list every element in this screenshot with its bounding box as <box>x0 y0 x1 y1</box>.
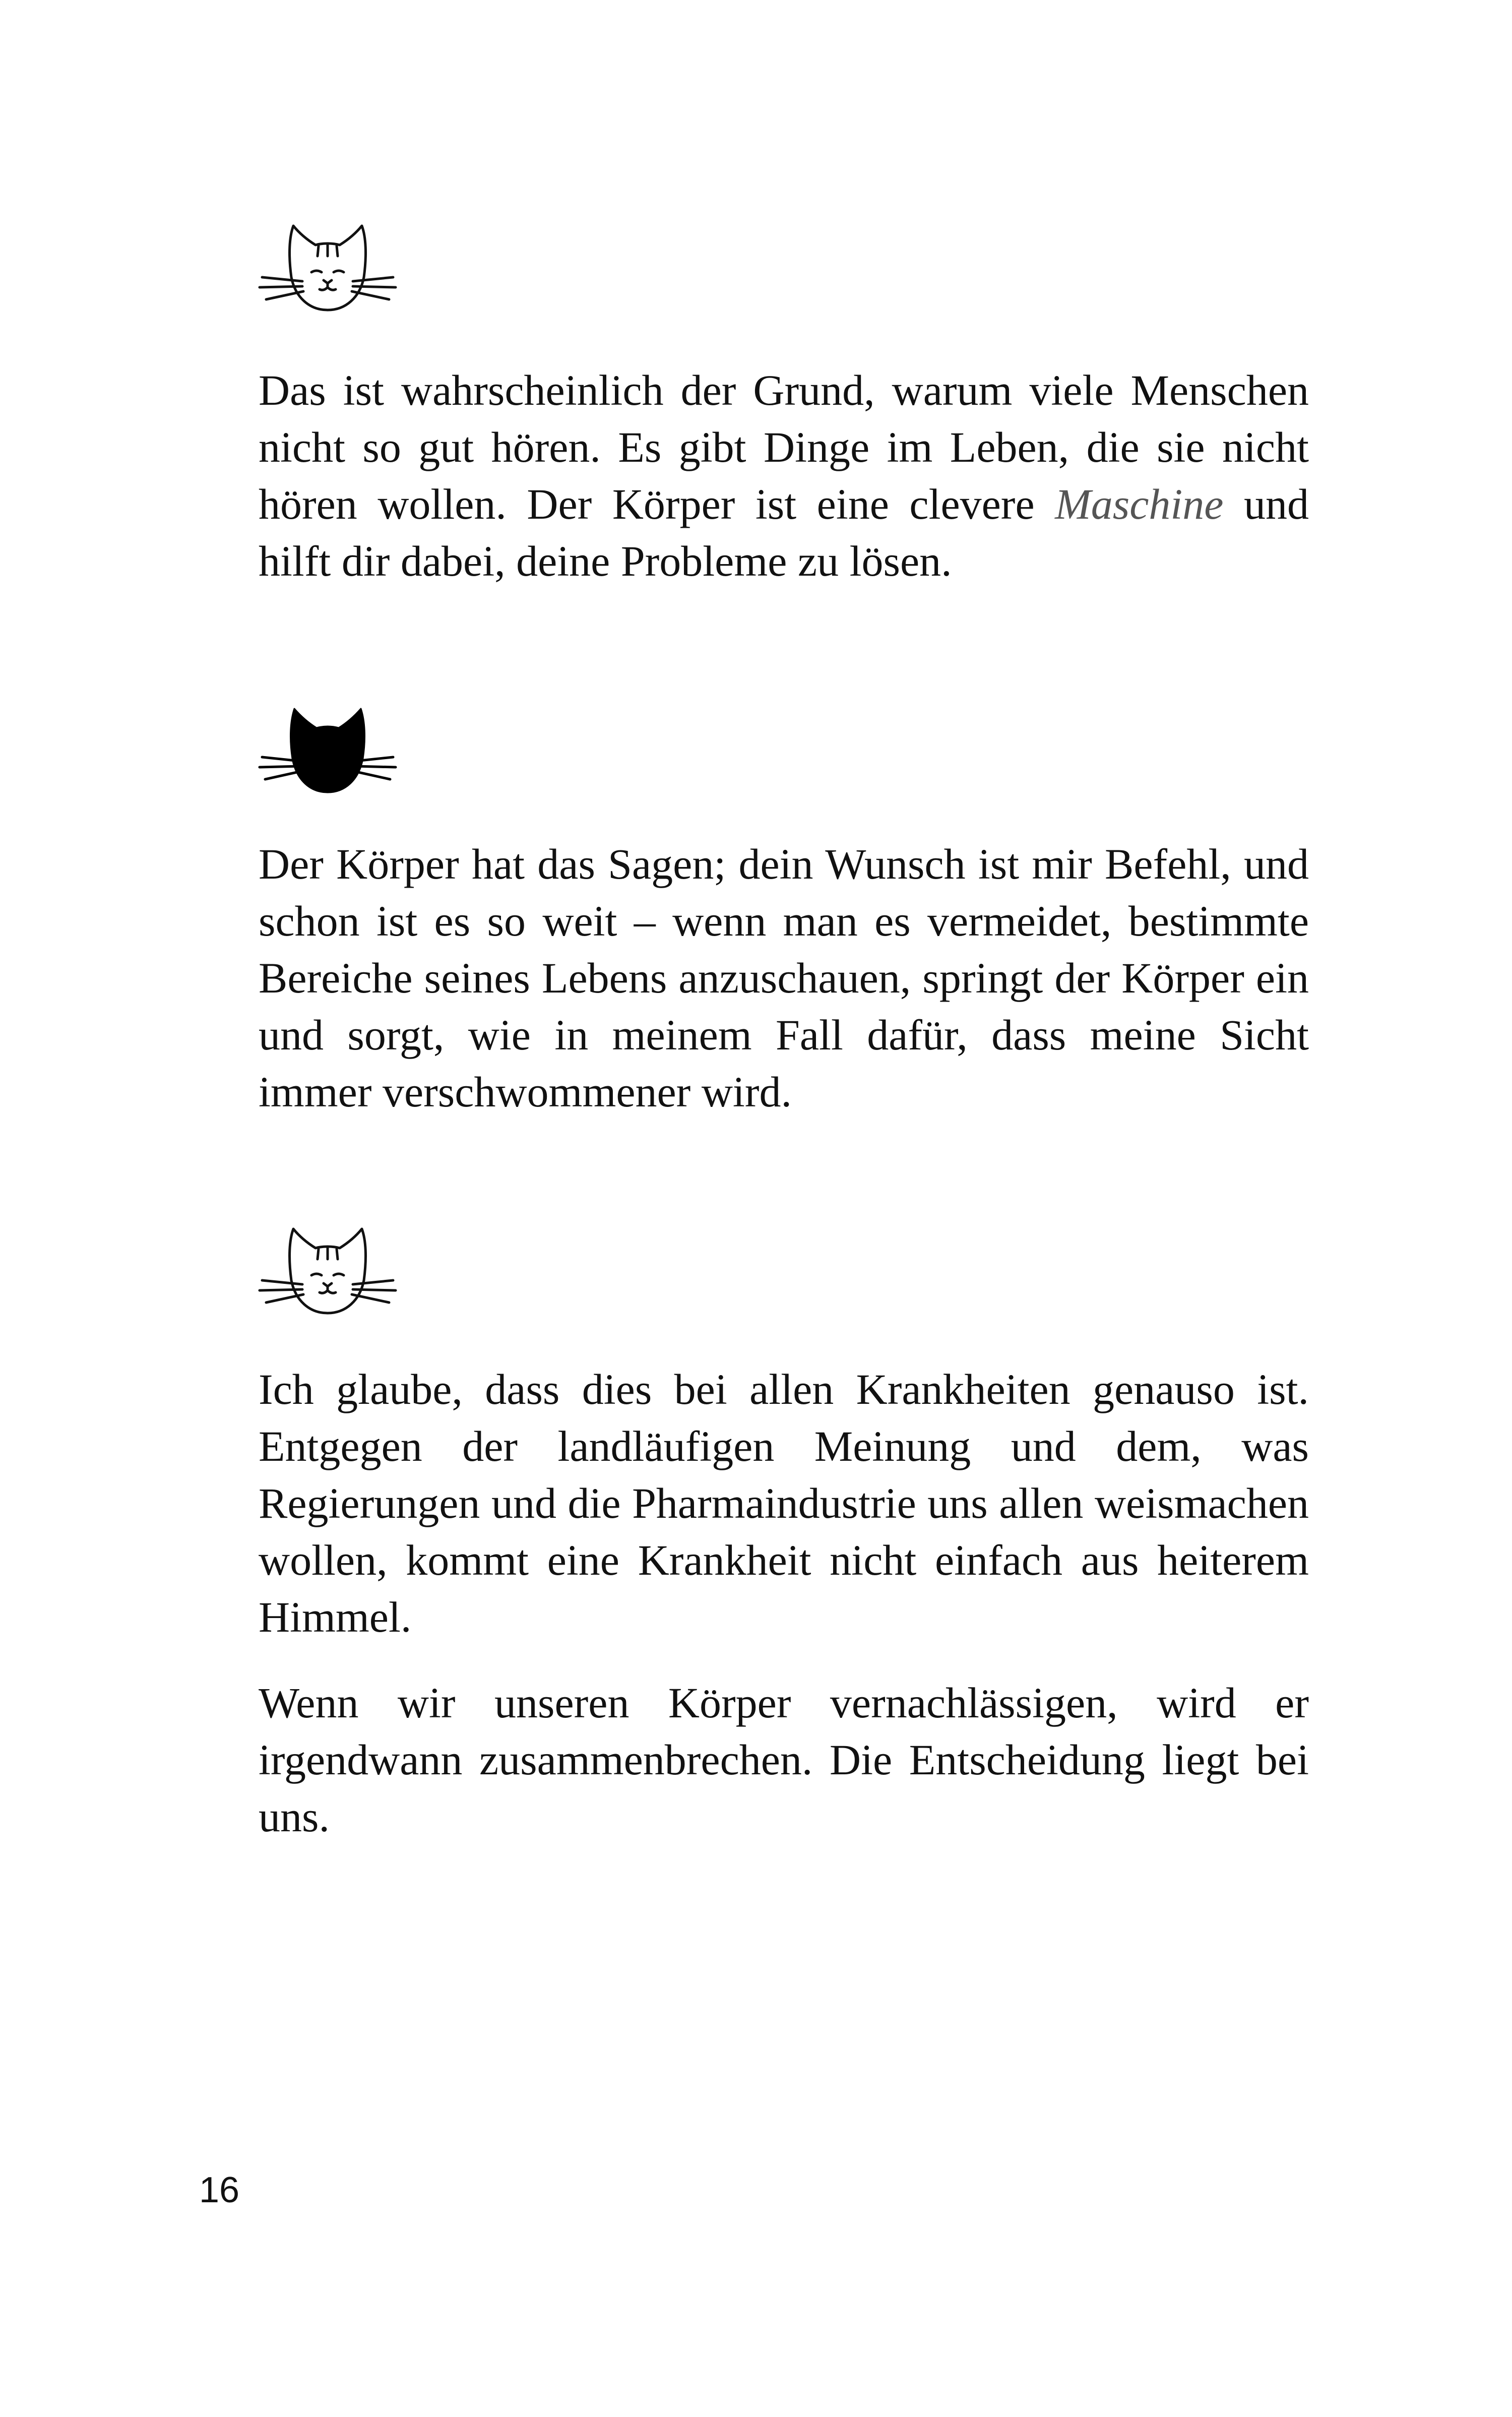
paragraph-4: Wenn wir unseren Körper vernachlässigen, wird er irgendwann zusammenbrechen. Die Entscheidung liegt bei uns. <box>259 1679 1309 1841</box>
paragraph-1-text-start: Das ist wahrscheinlich der Grund, warum viele Menschen nicht so gut hören. Es gibt Dinge im Leben, die sie nicht hören wollen. Der Körper ist eine clevere <box>259 366 1309 528</box>
paragraph-2: Der Körper hat das Sagen; dein Wunsch ist mir Befehl, und schon ist es so weit – wenn man es vermeidet, bestimmte Bereiche seines Lebens anzuschauen, springt der Körper ein und sorgt, wie in meinem Fall dafür, dass meine Sicht immer verschwommener wird. <box>259 840 1309 1116</box>
cat-outline-icon <box>252 1220 403 1321</box>
cat-outline-icon <box>252 217 403 318</box>
paragraph-1 <box>259 362 1309 590</box>
paragraph-1-text-end: und hilft dir dabei, deine Probleme zu lösen. <box>259 480 1309 585</box>
paragraph-3: Ich glaube, dass dies bei allen Krankheiten genauso ist. Entgegen der landläufigen Meinung und dem, was Regierungen und die Pharmaindustrie uns allen weismachen wollen, kommt eine Krankheit nicht einfach aus heiterem Himmel. <box>259 1365 1309 1641</box>
page-number: 16 <box>199 2170 240 2210</box>
emphasis-maschine: Maschine <box>1055 480 1224 528</box>
cat-silhouette-icon <box>252 701 403 801</box>
